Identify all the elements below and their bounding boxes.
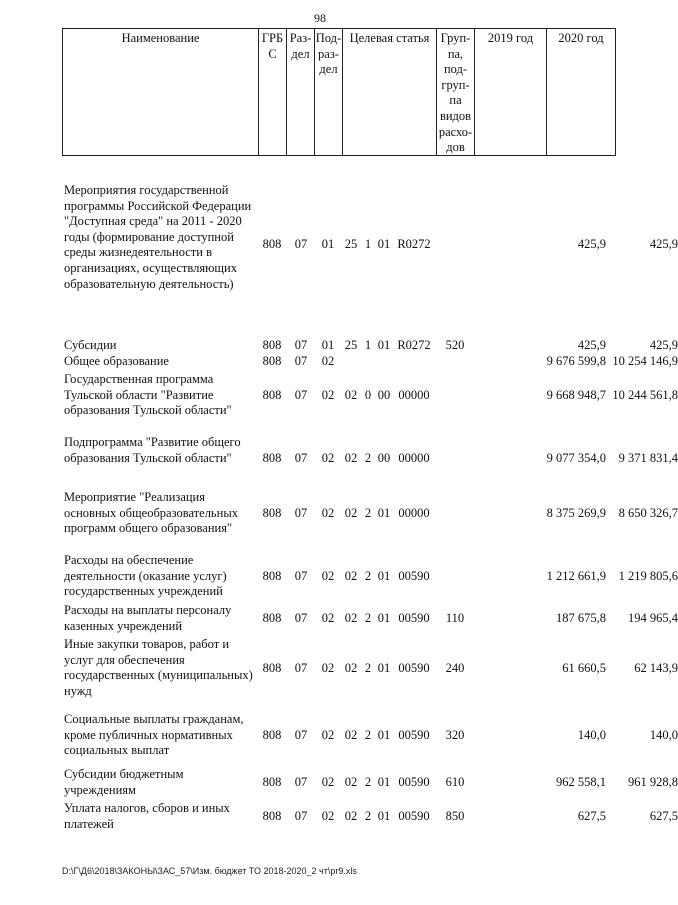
target-event-cell: 01 (377, 237, 391, 251)
grbs-cell: 808 (262, 728, 282, 742)
podrazdel-cell: 02 (321, 775, 335, 789)
expense-group-cell: 110 (445, 611, 465, 625)
target-direction-cell: 00590 (398, 569, 430, 583)
amount-2020-cell: 961 928,8 (628, 775, 678, 789)
razdel-cell: 07 (294, 388, 308, 402)
header-podrazdel: Под- раз- дел (314, 29, 342, 155)
razdel-cell: 07 (294, 661, 308, 675)
razdel-cell: 07 (294, 354, 308, 368)
razdel-cell: 07 (294, 728, 308, 742)
target-program-cell: 25 (344, 237, 358, 251)
target-event-cell: 01 (377, 611, 391, 625)
target-program-cell: 02 (344, 388, 358, 402)
grbs-cell: 808 (262, 661, 282, 675)
razdel-cell: 07 (294, 569, 308, 583)
grbs-cell: 808 (262, 354, 282, 368)
amount-2019-cell: 627,5 (577, 809, 606, 823)
target-direction-cell: 00590 (398, 728, 430, 742)
razdel-cell: 07 (294, 338, 308, 352)
razdel-cell: 07 (294, 237, 308, 251)
amount-2019-cell: 962 558,1 (556, 775, 606, 789)
grbs-cell: 808 (262, 237, 282, 251)
amount-2019-cell: 140,0 (577, 728, 606, 742)
amount-2020-cell: 62 143,9 (634, 661, 678, 675)
file-path-footer: D:\Г\Д6\2018\ЗАКОНЫ\ЗАС_57\Изм. бюджет ТО 2018-2020_2 чт\pr9.xls (62, 866, 357, 876)
row-name: Расходы на выплаты персоналу казенных учреждений (64, 603, 232, 633)
expense-group-cell: 240 (445, 661, 465, 675)
grbs-cell: 808 (262, 775, 282, 789)
target-event-cell: 01 (377, 661, 391, 675)
amount-2020-cell: 9 371 831,4 (618, 451, 678, 465)
target-event-cell: 01 (377, 569, 391, 583)
target-program-cell: 02 (344, 775, 358, 789)
target-event-cell: 01 (377, 809, 391, 823)
grbs-cell: 808 (262, 611, 282, 625)
razdel-cell: 07 (294, 506, 308, 520)
target-direction-cell: 00000 (398, 506, 430, 520)
amount-2020-cell: 140,0 (649, 728, 678, 742)
amount-2020-cell: 1 219 805,6 (618, 569, 678, 583)
target-event-cell: 01 (377, 728, 391, 742)
target-program-cell: 02 (344, 661, 358, 675)
header-2020: 2020 год (546, 29, 616, 155)
target-direction-cell: 00590 (398, 661, 430, 675)
target-subprogram-cell: 1 (364, 338, 372, 352)
grbs-cell: 808 (262, 388, 282, 402)
row-name: Субсидии (64, 338, 117, 352)
header-target: Целевая статья (342, 29, 436, 155)
target-program-cell: 02 (344, 611, 358, 625)
row-name: Уплата налогов, сборов и иных платежей (64, 801, 230, 831)
row-name: Субсидии бюджетным учреждениям (64, 767, 184, 797)
razdel-cell: 07 (294, 451, 308, 465)
amount-2019-cell: 61 660,5 (562, 661, 606, 675)
row-name: Подпрограмма "Развитие общего образования Тульской области" (64, 435, 241, 465)
target-direction-cell: R0272 (397, 338, 431, 352)
header-2019: 2019 год (474, 29, 546, 155)
target-subprogram-cell: 2 (364, 506, 372, 520)
target-direction-cell: R0272 (397, 237, 431, 251)
expense-group-cell: 320 (445, 728, 465, 742)
amount-2019-cell: 425,9 (577, 338, 606, 352)
target-subprogram-cell: 2 (364, 611, 372, 625)
target-program-cell: 02 (344, 809, 358, 823)
grbs-cell: 808 (262, 569, 282, 583)
target-direction-cell: 00590 (398, 611, 430, 625)
podrazdel-cell: 02 (321, 354, 335, 368)
amount-2020-cell: 425,9 (649, 237, 678, 251)
podrazdel-cell: 02 (321, 388, 335, 402)
header-name: Наименование (62, 29, 258, 155)
target-direction-cell: 00590 (398, 775, 430, 789)
target-subprogram-cell: 1 (364, 237, 372, 251)
podrazdel-cell: 02 (321, 728, 335, 742)
target-direction-cell: 00000 (398, 451, 430, 465)
target-program-cell: 02 (344, 728, 358, 742)
target-event-cell: 00 (377, 451, 391, 465)
expense-group-cell: 520 (445, 338, 465, 352)
amount-2019-cell: 425,9 (577, 237, 606, 251)
expense-group-cell: 610 (445, 775, 465, 789)
target-program-cell: 25 (344, 338, 358, 352)
podrazdel-cell: 01 (321, 237, 335, 251)
target-event-cell: 01 (377, 338, 391, 352)
amount-2019-cell: 1 212 661,9 (546, 569, 606, 583)
amount-2020-cell: 627,5 (649, 809, 678, 823)
grbs-cell: 808 (262, 338, 282, 352)
target-program-cell: 02 (344, 506, 358, 520)
podrazdel-cell: 02 (321, 451, 335, 465)
page-number: 98 (314, 11, 326, 25)
row-name: Иные закупки товаров, работ и услуг для обеспечения государственных (муниципальных) нужд (64, 637, 253, 698)
target-event-cell: 01 (377, 506, 391, 520)
grbs-cell: 808 (262, 506, 282, 520)
grbs-cell: 808 (262, 451, 282, 465)
grbs-cell: 808 (262, 809, 282, 823)
row-name: Мероприятия государственной программы Российской Федерации "Доступная среда" на 2011 - 2020 годы (формирование доступной среды жизнедеятельности в организациях, осуществляющих образовательную деятельность) (64, 183, 252, 291)
target-subprogram-cell: 2 (364, 809, 372, 823)
expense-group-cell: 850 (445, 809, 465, 823)
target-event-cell: 00 (377, 388, 391, 402)
target-program-cell: 02 (344, 451, 358, 465)
razdel-cell: 07 (294, 611, 308, 625)
target-program-cell: 02 (344, 569, 358, 583)
razdel-cell: 07 (294, 775, 308, 789)
podrazdel-cell: 02 (321, 661, 335, 675)
podrazdel-cell: 02 (321, 506, 335, 520)
target-direction-cell: 00000 (398, 388, 430, 402)
row-name: Общее образование (64, 354, 169, 368)
target-event-cell: 01 (377, 775, 391, 789)
amount-2020-cell: 194 965,4 (628, 611, 678, 625)
row-name: Социальные выплаты гражданам, кроме публичных нормативных социальных выплат (64, 712, 244, 758)
razdel-cell: 07 (294, 809, 308, 823)
amount-2019-cell: 187 675,8 (556, 611, 606, 625)
amount-2019-cell: 9 077 354,0 (546, 451, 606, 465)
target-subprogram-cell: 0 (364, 388, 372, 402)
header-grbs: ГРБ С (258, 29, 286, 155)
target-subprogram-cell: 2 (364, 728, 372, 742)
amount-2020-cell: 425,9 (649, 338, 678, 352)
header-group: Груп- па, под- груп- па видов расхо- дов (436, 29, 474, 155)
target-subprogram-cell: 2 (364, 775, 372, 789)
podrazdel-cell: 01 (321, 338, 335, 352)
target-subprogram-cell: 2 (364, 451, 372, 465)
row-name: Государственная программа Тульской области "Развитие образования Тульской области" (64, 372, 232, 418)
podrazdel-cell: 02 (321, 809, 335, 823)
target-subprogram-cell: 2 (364, 661, 372, 675)
row-name: Мероприятие "Реализация основных общеобразовательных программ общего образования" (64, 490, 238, 536)
amount-2020-cell: 8 650 326,7 (618, 506, 678, 520)
target-direction-cell: 00590 (398, 809, 430, 823)
podrazdel-cell: 02 (321, 611, 335, 625)
row-name: Расходы на обеспечение деятельности (оказание услуг) государственных учреждений (64, 553, 227, 599)
podrazdel-cell: 02 (321, 569, 335, 583)
amount-2019-cell: 8 375 269,9 (546, 506, 606, 520)
amount-2020-cell: 10 254 146,9 (612, 354, 678, 368)
header-razdel: Раз- дел (286, 29, 314, 155)
amount-2019-cell: 9 668 948,7 (546, 388, 606, 402)
table-header (62, 28, 616, 156)
amount-2020-cell: 10 244 561,8 (612, 388, 678, 402)
amount-2019-cell: 9 676 599,8 (546, 354, 606, 368)
target-subprogram-cell: 2 (364, 569, 372, 583)
